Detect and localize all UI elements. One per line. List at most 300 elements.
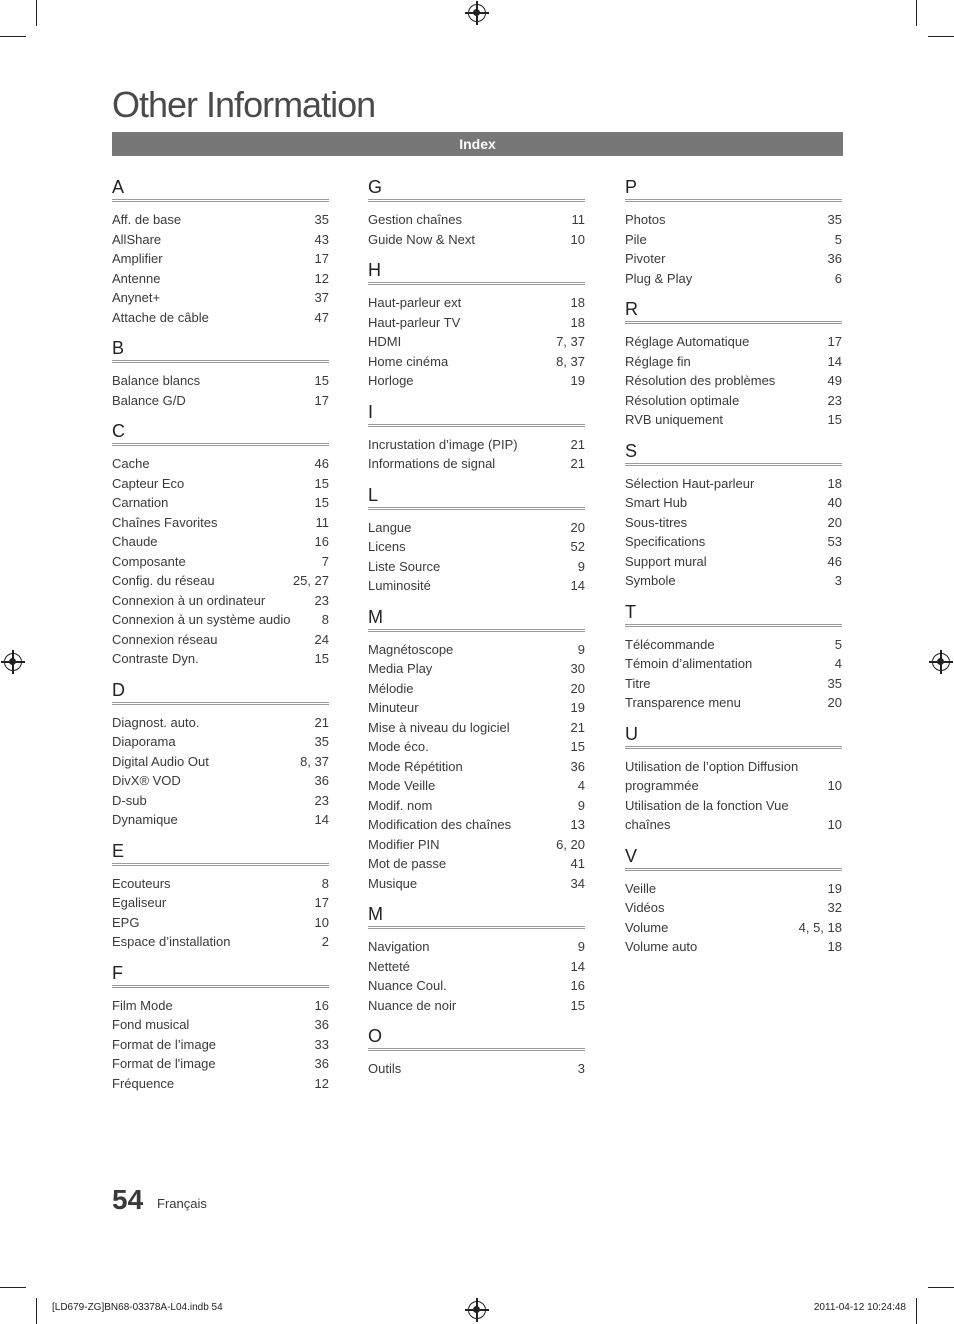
index-entry (625, 230, 842, 250)
index-section (625, 845, 842, 957)
index-entry (625, 352, 842, 372)
entry-term: Anynet+ (112, 290, 161, 305)
entry-pages: 9 (577, 939, 585, 954)
entry-pages: 46 (314, 456, 329, 471)
section-letter: R (625, 298, 842, 324)
entry-term: Horloge (368, 373, 414, 388)
entry-term: Carnation (112, 495, 169, 510)
entry-pages: 21 (314, 714, 329, 730)
index-entry (112, 308, 329, 328)
entry-term: Vidéos (625, 900, 665, 915)
entry-term: Amplifier (112, 251, 163, 266)
entry-pages: 4, 5, 18 (798, 919, 842, 935)
index-entry (368, 230, 585, 250)
entry-pages: 9 (577, 641, 585, 657)
index-entry (368, 737, 585, 757)
index-entry (625, 937, 842, 957)
index-section (625, 723, 842, 835)
entry-term: Film Mode (112, 997, 173, 1013)
entry-term: Gestion chaînes (368, 212, 462, 227)
index-entry (625, 918, 842, 938)
entry-term: Langue (368, 519, 412, 535)
index-entry (368, 352, 585, 372)
entry-term: Connexion à un ordinateur (112, 592, 266, 608)
index-entry (112, 752, 329, 772)
entry-term: Aff. de base (112, 212, 182, 227)
entry-pages: 35 (314, 212, 329, 227)
entry-term: Digital Audio Out (112, 753, 209, 769)
entry-pages: 20 (570, 519, 585, 535)
registration-mark-icon (4, 653, 22, 671)
entry-pages: 15 (570, 997, 585, 1013)
index-entry (368, 435, 585, 455)
entry-term: Format de l'image (112, 1056, 216, 1071)
index-entry (368, 796, 585, 816)
index-entry (112, 996, 329, 1016)
index-entry (112, 713, 329, 733)
index-entry (368, 835, 585, 855)
index-entry (368, 874, 585, 894)
index-entry (625, 371, 842, 391)
index-entry (625, 879, 842, 899)
entry-pages: 30 (570, 661, 585, 676)
entry-pages: 24 (314, 631, 329, 647)
entry-term: AllShare (112, 231, 162, 247)
entry-term: Titre (625, 675, 651, 691)
index-section (112, 337, 329, 410)
entry-pages: 18 (570, 314, 585, 330)
index-entry (112, 649, 329, 669)
entry-term: Volume auto (625, 939, 698, 954)
index-entry (625, 693, 842, 713)
entry-pages: 36 (827, 251, 842, 266)
registration-mark-icon (468, 4, 486, 22)
entry-pages: 20 (570, 680, 585, 696)
entry-term: Haut-parleur TV (368, 314, 461, 330)
index-entry (368, 210, 585, 230)
index-entry (112, 771, 329, 791)
entry-term: Ecouteurs (112, 875, 171, 891)
entry-term: Magnétoscope (368, 641, 454, 657)
crop-mark (36, 0, 37, 26)
index-entry (112, 371, 329, 391)
entry-term: Cache (112, 456, 150, 471)
entry-term: Symbole (625, 573, 676, 588)
entry-term: Netteté (368, 958, 410, 974)
print-slug-date: 2011-04-12 10:24:48 (813, 1302, 906, 1313)
entry-term: Media Play (368, 661, 433, 676)
section-letter: C (112, 420, 329, 446)
entry-term: Contraste Dyn. (112, 651, 199, 666)
entry-term: Luminosité (368, 578, 431, 593)
index-entry (368, 937, 585, 957)
index-entry (368, 854, 585, 874)
entry-term: Espace d’installation (112, 934, 231, 949)
entry-pages: 5 (834, 636, 842, 652)
crop-mark (36, 1298, 37, 1324)
entry-term: Navigation (368, 939, 430, 954)
index-entry (112, 391, 329, 411)
index-entry (625, 391, 842, 411)
entry-pages: 25, 27 (292, 573, 329, 588)
index-entry (112, 932, 329, 952)
index-section (368, 903, 585, 1015)
index-section (112, 840, 329, 952)
index-entry (625, 674, 842, 694)
entry-pages: 47 (314, 309, 329, 325)
entry-term: Sélection Haut-parleur (625, 475, 755, 491)
index-entry (625, 635, 842, 655)
entry-term: Specifications (625, 534, 706, 549)
index-entry (625, 249, 842, 269)
index-entry (368, 996, 585, 1016)
print-slug-file: [LD679-ZG]BN68-03378A-L04.indb 54 (52, 1302, 223, 1313)
index-entry (368, 718, 585, 738)
language-label: Français (157, 1196, 207, 1211)
section-letter: I (368, 401, 585, 427)
index-entry (112, 1015, 329, 1035)
entry-term: Mélodie (368, 680, 414, 696)
index-section (112, 420, 329, 669)
index-entry (112, 288, 329, 308)
entry-pages: 3 (834, 573, 842, 588)
entry-term: Guide Now & Next (368, 231, 475, 247)
index-entry (625, 493, 842, 513)
index-entry (112, 552, 329, 572)
entry-term: Dynamique (112, 812, 178, 827)
entry-pages: 49 (827, 373, 842, 388)
entry-pages: 4 (834, 656, 842, 671)
entry-pages: 10 (314, 914, 329, 930)
index-entry (368, 659, 585, 679)
section-letter: P (625, 176, 842, 202)
entry-term: Balance blancs (112, 373, 201, 388)
entry-pages: 17 (314, 251, 329, 266)
entry-pages: 3 (577, 1061, 585, 1076)
index-entry (368, 454, 585, 474)
entry-pages: 6 (834, 270, 842, 286)
entry-pages: 32 (827, 900, 842, 915)
entry-term: Licens (368, 539, 406, 554)
entry-term: Réglage fin (625, 353, 691, 369)
entry-pages: 23 (314, 592, 329, 608)
entry-pages: 15 (314, 651, 329, 666)
entry-term: Attache de câble (112, 309, 209, 325)
index-column-1 (112, 176, 329, 1103)
entry-pages: 14 (570, 578, 585, 593)
index-entry (368, 776, 585, 796)
entry-term: Liste Source (368, 558, 441, 574)
entry-pages: 43 (314, 231, 329, 247)
index-entry (368, 957, 585, 977)
index-entry (112, 791, 329, 811)
index-entry (112, 474, 329, 494)
section-letter: M (368, 606, 585, 632)
index-entry (625, 210, 842, 230)
entry-term: Capteur Eco (112, 475, 185, 491)
index-entry (112, 893, 329, 913)
entry-pages: 20 (827, 514, 842, 530)
entry-term: Résolution des problèmes (625, 373, 776, 388)
index-section (368, 401, 585, 474)
entry-term: Résolution optimale (625, 392, 740, 408)
index-entry (112, 1074, 329, 1094)
index-entry (368, 557, 585, 577)
index-entry (112, 810, 329, 830)
entry-term: Mode Répétition (368, 758, 463, 774)
section-letter: H (368, 259, 585, 285)
index-entry (368, 1059, 585, 1079)
entry-term: Modification des chaînes (368, 817, 512, 832)
index-entry (112, 610, 329, 630)
index-section (112, 679, 329, 830)
entry-term: Egaliseur (112, 895, 167, 910)
entry-pages: 10 (570, 231, 585, 247)
entry-term: EPG (112, 914, 140, 930)
entry-term: Outils (368, 1061, 402, 1076)
entry-pages: 12 (314, 1075, 329, 1091)
index-section (368, 606, 585, 894)
entry-term: DivX® VOD (112, 773, 181, 788)
page-number: 54 (112, 1184, 144, 1215)
entry-term: Veille (625, 880, 657, 896)
index-entry (112, 1054, 329, 1074)
page-title: Other Information (112, 84, 376, 125)
entry-term: Mode Veille (368, 778, 436, 793)
entry-term: Format de l’image (112, 1036, 217, 1052)
index-entry (112, 913, 329, 933)
entry-term: Modif. nom (368, 797, 433, 813)
entry-pages: 6, 20 (556, 836, 585, 852)
section-letter: U (625, 723, 842, 749)
entry-pages: 8, 37 (556, 353, 585, 369)
crop-mark (0, 36, 26, 37)
entry-term: Fond musical (112, 1017, 190, 1032)
entry-pages: 11 (571, 212, 585, 227)
index-section (625, 176, 842, 288)
entry-pages: 41 (570, 856, 585, 871)
entry-pages: 17 (827, 334, 842, 349)
entry-term: D-sub (112, 792, 147, 808)
entry-pages: 14 (314, 812, 329, 827)
entry-term: Transparence menu (625, 695, 741, 710)
entry-pages: 16 (570, 978, 585, 993)
index-entry (368, 518, 585, 538)
index-entry (112, 732, 329, 752)
entry-pages: 35 (314, 734, 329, 749)
section-letter: A (112, 176, 329, 202)
index-entry (368, 537, 585, 557)
index-entry (368, 976, 585, 996)
entry-pages: 34 (570, 875, 585, 891)
entry-pages: 19 (570, 373, 585, 388)
entry-pages: 19 (827, 880, 842, 896)
entry-term: Utilisation de la fonction Vue chaînes (625, 797, 789, 832)
entry-pages: 9 (577, 797, 585, 813)
entry-term: HDMI (368, 334, 402, 349)
index-entry (368, 815, 585, 835)
entry-pages: 17 (314, 392, 329, 408)
entry-pages: 53 (827, 534, 842, 549)
entry-term: Haut-parleur ext (368, 295, 462, 310)
entry-pages: 20 (827, 695, 842, 710)
entry-pages: 9 (577, 558, 585, 574)
entry-pages: 10 (827, 778, 842, 793)
entry-pages: 10 (827, 817, 842, 832)
index-section (368, 1025, 585, 1079)
entry-pages: 17 (314, 895, 329, 910)
entry-term: Témoin d’alimentation (625, 656, 753, 671)
index-entry (112, 630, 329, 650)
section-letter: F (112, 962, 329, 988)
index-entry (625, 898, 842, 918)
entry-term: Réglage Automatique (625, 334, 750, 349)
entry-term: Mot de passe (368, 856, 447, 871)
entry-term: Nuance de noir (368, 997, 457, 1013)
index-entry (625, 654, 842, 674)
index-entry (112, 269, 329, 289)
entry-term: Balance G/D (112, 392, 186, 408)
entry-term: RVB uniquement (625, 412, 724, 427)
entry-term: Diagnost. auto. (112, 714, 200, 730)
index-entry (368, 576, 585, 596)
entry-term: Minuteur (368, 700, 419, 715)
entry-term: Photos (625, 212, 666, 227)
entry-term: Config. du réseau (112, 573, 215, 588)
entry-pages: 36 (314, 773, 329, 788)
entry-term: Télécommande (625, 636, 715, 652)
index-entry (112, 230, 329, 250)
entry-term: Fréquence (112, 1075, 175, 1091)
entry-term: Pile (625, 231, 647, 247)
entry-term: Pivoter (625, 251, 666, 266)
section-letter: B (112, 337, 329, 363)
entry-term: Modifier PIN (368, 836, 440, 852)
index-entry (368, 371, 585, 391)
index-entry (625, 757, 842, 796)
index-entry (112, 591, 329, 611)
index-section (625, 601, 842, 713)
entry-pages: 14 (570, 958, 585, 974)
entry-pages: 14 (827, 353, 842, 369)
index-entry (625, 552, 842, 572)
entry-pages: 40 (827, 495, 842, 510)
index-entry (112, 493, 329, 513)
index-entry (625, 796, 842, 835)
index-section (368, 176, 585, 249)
section-letter: S (625, 440, 842, 466)
entry-pages: 15 (314, 475, 329, 491)
entry-pages: 52 (570, 539, 585, 554)
index-section (625, 440, 842, 591)
index-entry (112, 249, 329, 269)
entry-pages: 23 (314, 792, 329, 808)
entry-term: Utilisation de l’option Diffusion programmée (625, 758, 799, 793)
section-letter: V (625, 845, 842, 871)
index-entry (368, 313, 585, 333)
entry-term: Home cinéma (368, 353, 449, 369)
entry-pages: 36 (314, 1017, 329, 1032)
entry-term: Nuance Coul. (368, 978, 447, 993)
entry-pages: 36 (314, 1056, 329, 1071)
entry-term: Mise à niveau du logiciel (368, 719, 510, 735)
entry-term: Plug & Play (625, 270, 693, 286)
entry-pages: 8 (321, 612, 329, 627)
index-entry (112, 513, 329, 533)
index-entry (625, 269, 842, 289)
entry-term: Musique (368, 875, 418, 891)
entry-pages: 11 (315, 514, 329, 530)
entry-pages: 16 (314, 997, 329, 1013)
entry-pages: 15 (314, 373, 329, 388)
entry-term: Diaporama (112, 734, 176, 749)
entry-pages: 7 (321, 553, 329, 569)
index-entry (368, 640, 585, 660)
entry-term: Mode éco. (368, 739, 429, 754)
entry-term: Composante (112, 553, 186, 569)
index-entry (625, 410, 842, 430)
entry-pages: 21 (570, 719, 585, 735)
index-entry (368, 698, 585, 718)
section-letter: O (368, 1025, 585, 1051)
entry-pages: 15 (314, 495, 329, 510)
crop-mark (0, 1287, 26, 1288)
section-letter: E (112, 840, 329, 866)
entry-pages: 18 (570, 295, 585, 310)
registration-mark-icon (932, 653, 950, 671)
section-letter: D (112, 679, 329, 705)
index-entry (112, 571, 329, 591)
entry-term: Antenne (112, 270, 161, 286)
entry-pages: 7, 37 (556, 334, 585, 349)
entry-term: Support mural (625, 553, 707, 569)
entry-pages: 18 (827, 939, 842, 954)
index-section (368, 484, 585, 596)
entry-pages: 35 (827, 212, 842, 227)
index-banner: Index (112, 132, 843, 156)
entry-pages: 35 (827, 675, 842, 691)
entry-term: Smart Hub (625, 495, 688, 510)
index-entry (625, 513, 842, 533)
index-section (368, 259, 585, 391)
crop-mark (916, 0, 917, 26)
index-section (112, 962, 329, 1094)
entry-pages: 2 (321, 934, 329, 949)
section-letter: G (368, 176, 585, 202)
index-entry (625, 571, 842, 591)
entry-pages: 15 (570, 739, 585, 754)
index-column-2 (368, 176, 585, 1089)
entry-pages: 33 (314, 1036, 329, 1052)
entry-term: Volume (625, 919, 669, 935)
index-entry (112, 210, 329, 230)
entry-pages: 13 (570, 817, 585, 832)
entry-term: Connexion réseau (112, 631, 218, 647)
crop-mark (928, 1287, 954, 1288)
entry-pages: 16 (314, 534, 329, 549)
index-entry (625, 332, 842, 352)
section-letter: M (368, 903, 585, 929)
entry-pages: 18 (827, 475, 842, 491)
entry-pages: 4 (577, 778, 585, 793)
index-section (625, 298, 842, 430)
entry-pages: 46 (827, 553, 842, 569)
entry-pages: 8 (321, 875, 329, 891)
index-entry (368, 332, 585, 352)
entry-term: Chaînes Favorites (112, 514, 218, 530)
entry-pages: 21 (570, 436, 585, 452)
index-entry (368, 293, 585, 313)
